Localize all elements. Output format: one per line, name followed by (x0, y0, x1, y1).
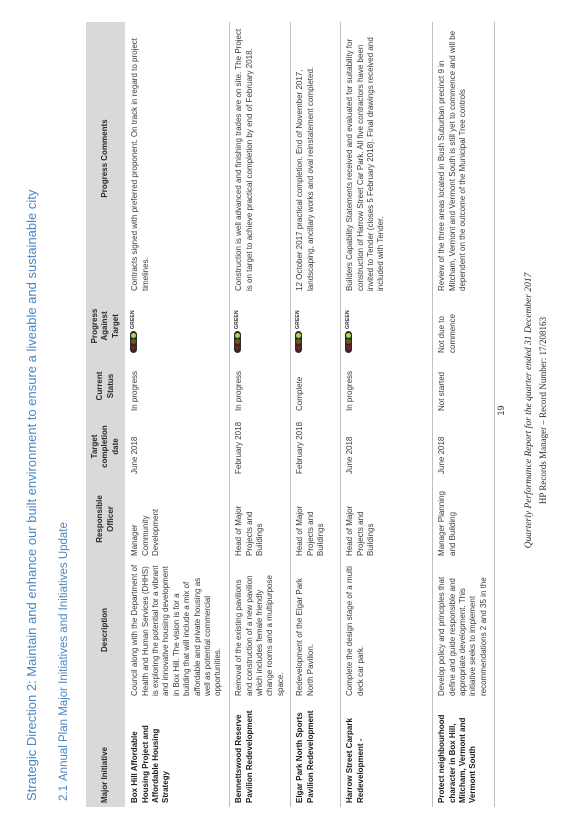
red-light (296, 346, 301, 351)
traffic-light-indicator (295, 299, 302, 353)
red-light (235, 346, 240, 351)
progress-label: GREEN (345, 310, 352, 329)
traffic-light-indicator (130, 299, 137, 353)
progress-cell (126, 295, 230, 357)
amber-light (235, 340, 240, 345)
officer-cell: Head of Major Projects and Buildings (230, 478, 291, 560)
status-cell: Not started (433, 357, 495, 415)
initiative-cell: Bennettswood Reserve Pavilion Redevelopment (230, 700, 291, 807)
green-light (296, 334, 301, 339)
col-header-description: Description (86, 560, 126, 700)
footer-report-title: Quarterly Performance Report for the quarter ended 31 December 2017 (524, 272, 534, 549)
traffic-light-icon (295, 331, 302, 353)
comments-cell: Construction is well advanced and finishing trades are on site. The Project is on target to achieve practical completion by end of February 2018. (230, 22, 291, 295)
amber-light (296, 340, 301, 345)
progress-cell: Not due to commence (433, 295, 495, 357)
col-header-status: Current Status (86, 357, 126, 415)
col-header-officer: Responsible Officer (86, 478, 126, 560)
progress-label: GREEN (234, 310, 241, 329)
table-row (291, 22, 341, 807)
comments-cell: Review of the three areas located in Bush Suburban precinct 9 in Mitcham, Vermont and Vermont South is still yet to commence and will be dependent on the outcome of the Municipal Tree controls (433, 22, 495, 295)
comments-cell: 12 October 2017 practical completion. End of November 2017, landscaping, ancillary works and oval reinstatement completed. (291, 22, 341, 295)
progress-cell (230, 295, 291, 357)
green-light (131, 334, 136, 339)
table-row (126, 22, 230, 807)
description-cell: Redevelopment of the Elgar Park North Pavilion. (291, 560, 341, 700)
red-light (131, 346, 136, 351)
target-cell: June 2018 (126, 415, 230, 478)
subsection-number: 2.1 (58, 785, 70, 801)
traffic-light-icon (345, 331, 352, 353)
section-heading: Strategic Direction 2: Maintain and enhance our built environment to ensure a liveable and sustainable city (24, 189, 39, 801)
traffic-light-icon (234, 331, 241, 353)
progress-label: GREEN (130, 310, 137, 329)
target-cell: June 2018 (433, 415, 495, 478)
officer-cell: Manager Planning and Building (433, 478, 495, 560)
col-header-target: Target completion date (86, 415, 126, 478)
table-row (433, 22, 495, 807)
traffic-light-icon (130, 331, 137, 353)
amber-light (346, 340, 351, 345)
initiative-cell: Elgar Park North Sports Pavilion Redevelopment (291, 700, 341, 807)
initiatives-table (86, 22, 495, 807)
officer-cell: Head of Major Projects and Buildings (291, 478, 341, 560)
footer-record-number: HP Records Manager – Record Number: 17/208163 (538, 316, 548, 505)
progress-cell (341, 295, 433, 357)
red-light (346, 346, 351, 351)
status-cell: In progress (126, 357, 230, 415)
target-cell: June 2018 (341, 415, 433, 478)
table-row (230, 22, 291, 807)
description-cell: Removal of the existing pavilions and construction of a new pavilion which includes female friendly change rooms and a multipurpose space. (230, 560, 291, 700)
progress-label: GREEN (295, 310, 302, 329)
subsection-heading (58, 21, 70, 801)
officer-cell: Head of Major Projects and Buildings (341, 478, 433, 560)
target-cell: February 2018 (230, 415, 291, 478)
status-cell: In progress (230, 357, 291, 415)
green-light (346, 334, 351, 339)
status-cell: In progress (341, 357, 433, 415)
description-cell: Council along with the Department of Health and Human Services (DHHS) is exploring the potential for a vibrant and innovative housing development in Box Hill. The vision is for a building that will include a mix of affordable and private housing as well as potential commercial opportunities. (126, 560, 230, 700)
progress-cell (291, 295, 341, 357)
description-cell: Develop policy and principles that define and guide responsible and appropriate development. This initiative seeks to implement recommendations 2 and 35 in the (433, 560, 495, 700)
table-header-row (86, 22, 126, 807)
col-header-progress: Progress Against Target (86, 295, 126, 357)
initiative-cell: Box Hill Affordable Housing Project and Affordable Housing Strategy (126, 700, 230, 807)
initiative-cell: Protect neighbourhood character in Box Hill, Mitcham, Vermont and Vermont South (433, 700, 495, 807)
amber-light (131, 340, 136, 345)
target-cell: February 2018 (291, 415, 341, 478)
col-header-initiative: Major Initiative (86, 700, 126, 807)
table-row (341, 22, 433, 807)
traffic-light-indicator (345, 299, 352, 353)
initiative-cell: Harrow Street Carpark Redevelopment - (341, 700, 433, 807)
officer-cell: Manager Community Development (126, 478, 230, 560)
page-number: 19 (496, 405, 506, 416)
comments-cell: Builders Capability Statements received and evaluated for suitability for construction of Harrow Street Car Park. All five contractors have been invited to Tender (closes 5 February 2018). Final drawings received and included with Tender. (341, 22, 433, 295)
comments-cell: Contracts signed with preferred proponent. On track in regard to project timelines. (126, 22, 230, 295)
description-cell: Complete the design stage of a multi deck car park. (341, 560, 433, 700)
status-cell: Complete (291, 357, 341, 415)
col-header-comments: Progress Comments (86, 22, 126, 295)
green-light (235, 334, 240, 339)
subsection-title: Annual Plan Major Initiatives and Initiatives Update (58, 522, 70, 781)
traffic-light-indicator (234, 299, 241, 353)
